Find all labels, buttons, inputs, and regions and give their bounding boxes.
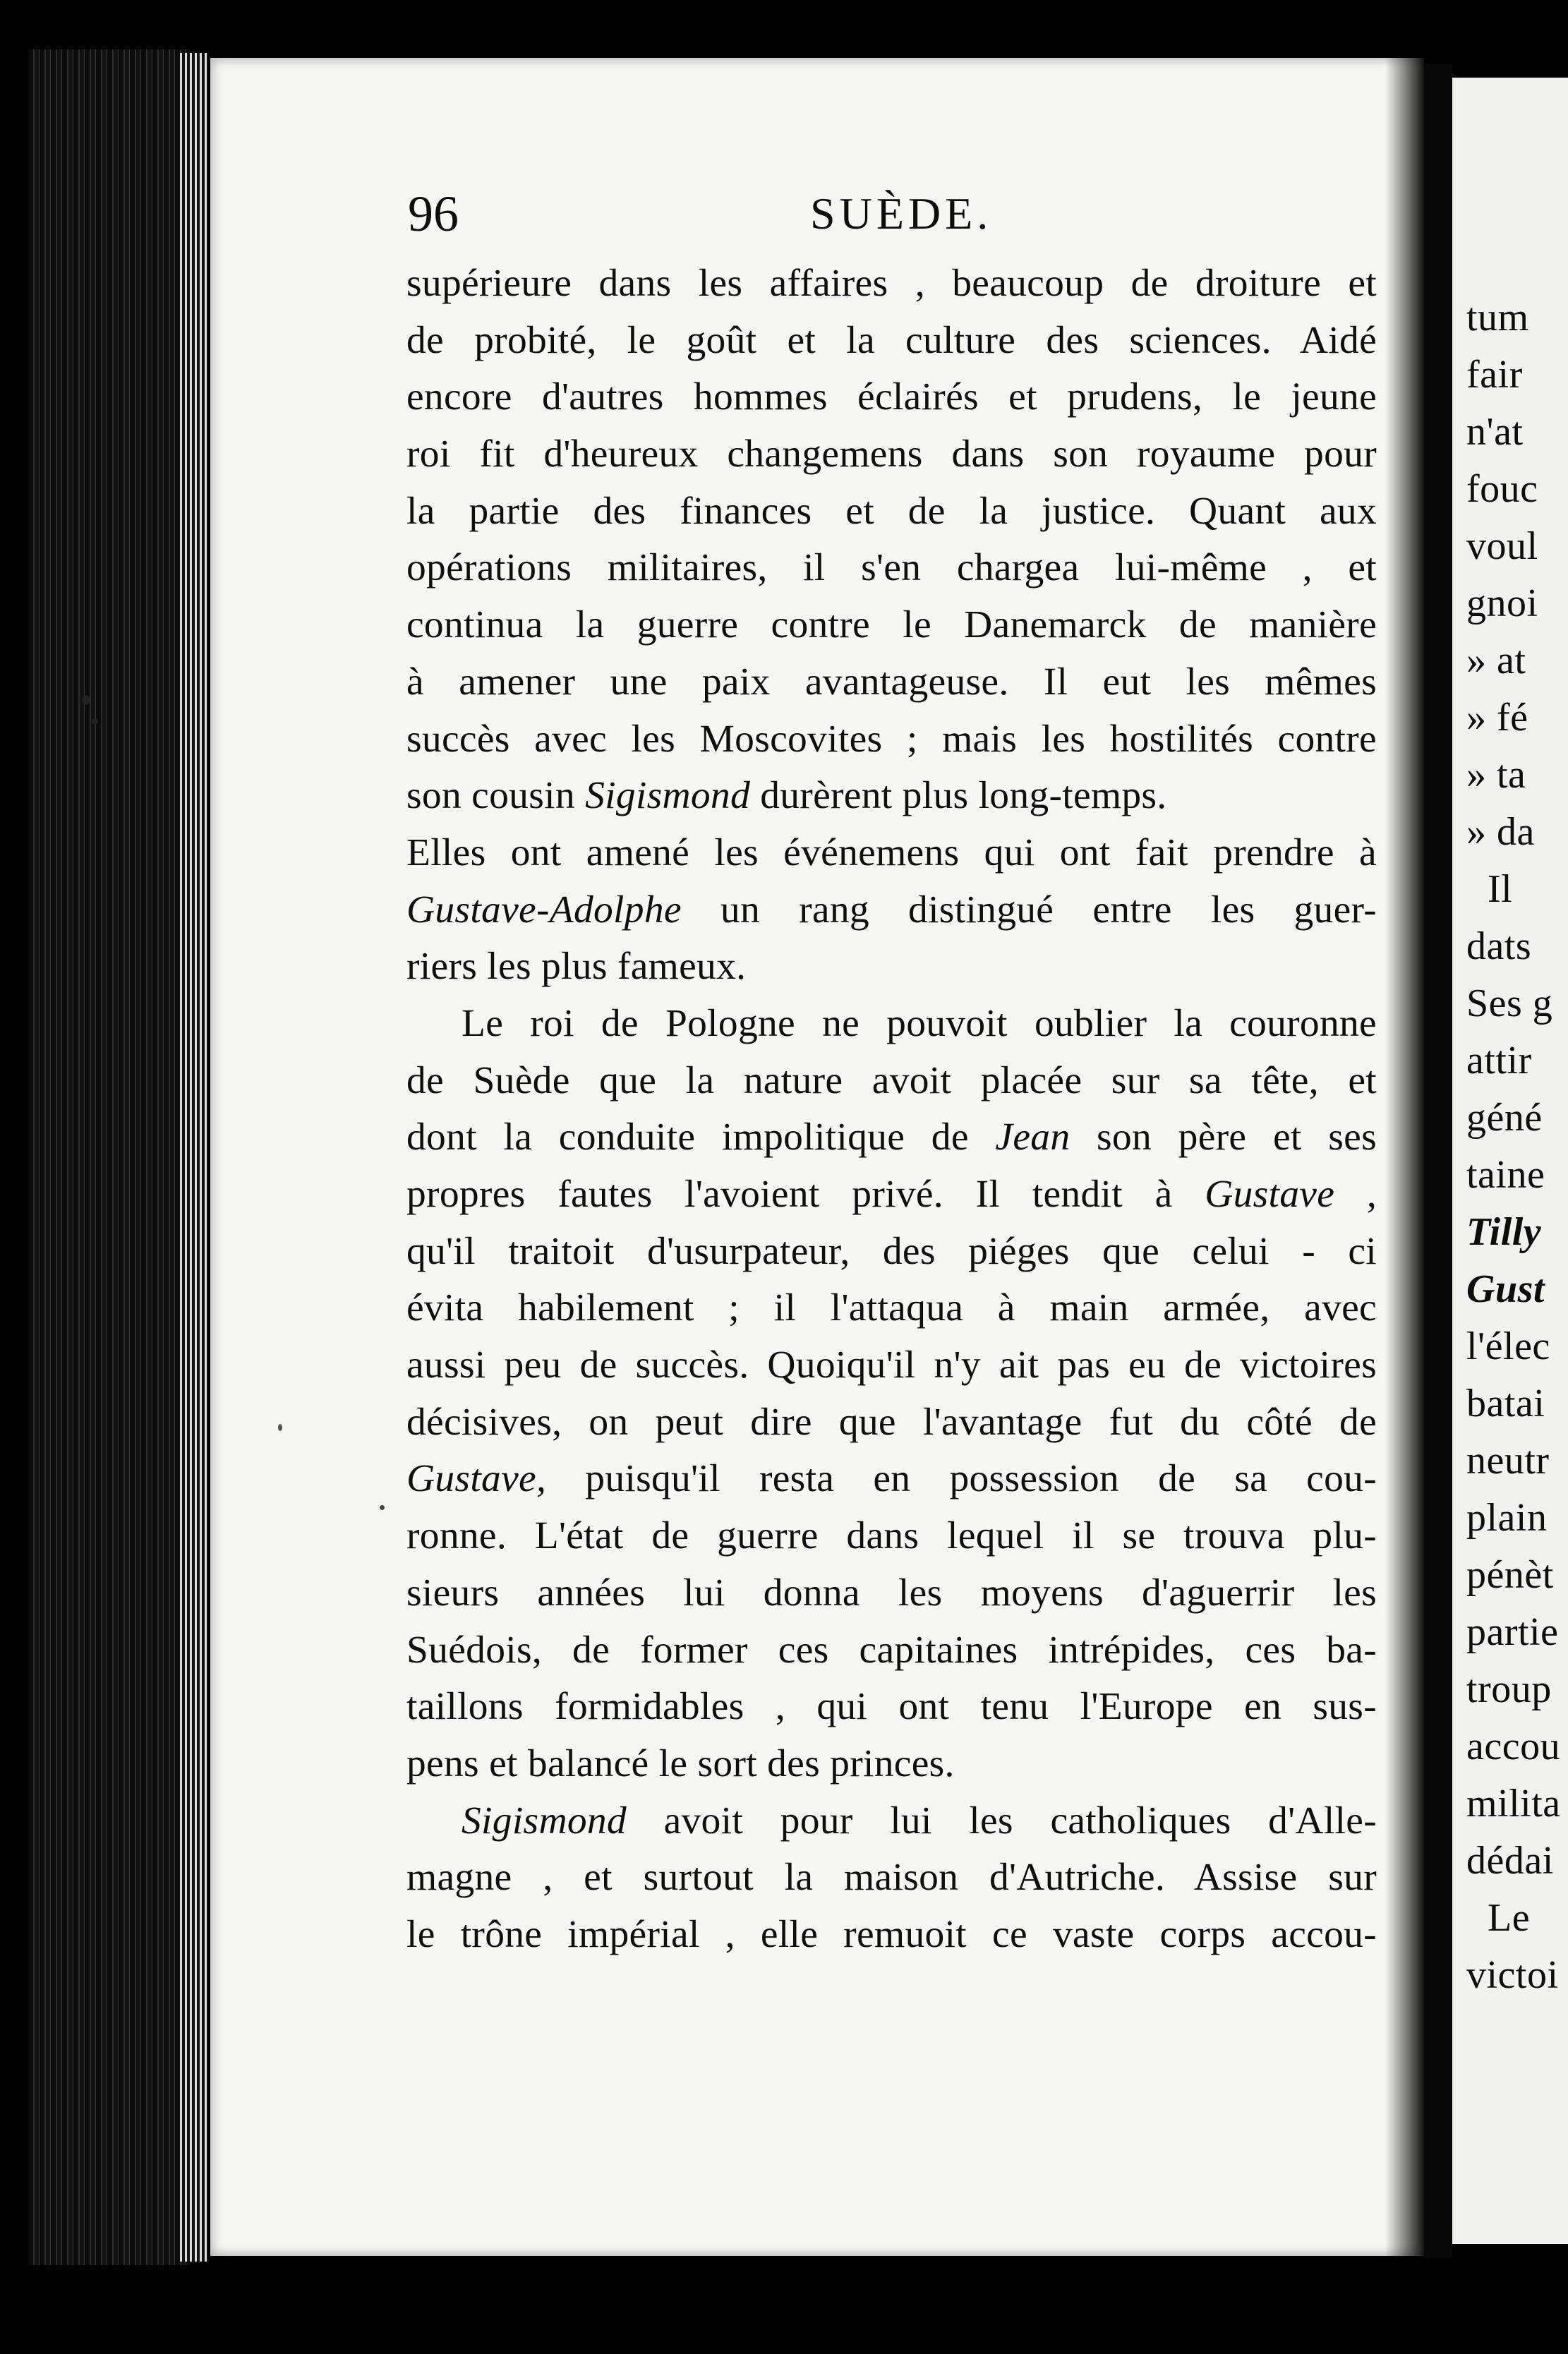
facing-page-line: tum (1466, 296, 1529, 339)
facing-page-line: » ta (1466, 753, 1526, 797)
running-title: SUÈDE. (810, 188, 993, 239)
body-line: taillons formidables , qui ont tenu l'Europe en sus- (406, 1685, 1377, 1729)
facing-page-line: géné (1466, 1096, 1543, 1140)
facing-page-line: milita (1466, 1782, 1561, 1825)
facing-page-line: Gust (1466, 1267, 1545, 1311)
page-edges-stack (180, 53, 208, 2262)
facing-page-line: plain (1466, 1496, 1548, 1540)
body-line: magne , et surtout la maison d'Autriche. Assise sur (406, 1856, 1377, 1900)
body-line: qu'il traitoit d'usurpateur, des piéges que celui - ci (406, 1229, 1377, 1273)
facing-page-line: l'élec (1466, 1324, 1550, 1368)
scan-speck (278, 1424, 282, 1431)
body-line: encore d'autres hommes éclairés et prudens, le jeune (406, 375, 1377, 419)
facing-page-line: partie (1466, 1610, 1559, 1654)
page-number: 96 (408, 186, 459, 242)
body-line: de Suède que la nature avoit placée sur sa tête, et (406, 1058, 1377, 1102)
body-line: Gustave-Adolphe un rang distingué entre les guer- (406, 888, 1377, 931)
body-line: évita habilement ; il l'attaqua à main armée, avec (406, 1286, 1377, 1330)
facing-page-line: attir (1466, 1039, 1532, 1082)
facing-page-line: Le (1488, 1896, 1531, 1940)
body-line: ronne. L'état de guerre dans lequel il se trouva plu- (406, 1514, 1377, 1558)
facing-page-line: dats (1466, 924, 1532, 968)
scan-speck (92, 718, 98, 725)
body-line: aussi peu de succès. Quoiqu'il n'y ait pas eu de victoires (406, 1344, 1377, 1387)
body-line: à amener une paix avantageuse. Il eut les mêmes (406, 660, 1377, 704)
body-line: Elles ont amené les événemens qui ont fait prendre à (406, 831, 1377, 874)
facing-page-line: victoi (1466, 1953, 1559, 1997)
scan-speck (380, 1505, 385, 1510)
facing-page-line: neutr (1466, 1439, 1550, 1483)
body-line: succès avec les Moscovites ; mais les hostilités contre (406, 717, 1377, 761)
body-line: pens et balancé le sort des princes. (406, 1742, 955, 1785)
facing-page-line: troup (1466, 1667, 1552, 1711)
body-line: sieurs années lui donna les moyens d'aguerrir les (406, 1571, 1377, 1614)
body-line: Le roi de Pologne ne pouvoit oublier la couronne (462, 1001, 1377, 1045)
facing-page-line: accou (1466, 1725, 1561, 1768)
facing-page (1452, 78, 1568, 2244)
facing-page-line: batai (1466, 1382, 1545, 1425)
body-line: décisives, on peut dire que l'avantage fut du côté de (406, 1400, 1377, 1444)
facing-page-line: Ses g (1466, 982, 1553, 1025)
facing-page-line: Tilly (1466, 1210, 1542, 1254)
body-line: opérations militaires, il s'en chargea lui-même , et (406, 546, 1377, 590)
body-line: riers les plus fameux. (406, 945, 747, 989)
book-gutter (1424, 64, 1452, 2258)
facing-page-line: n'at (1466, 410, 1524, 454)
facing-page-line: » fé (1466, 696, 1528, 740)
body-line: roi fit d'heureux changemens dans son royaume pour (406, 433, 1377, 476)
body-line: de probité, le goût et la culture des sciences. Aidé (406, 318, 1377, 362)
facing-page-line: gnoi (1466, 581, 1538, 625)
facing-page-line: dédai (1466, 1839, 1554, 1883)
running-header (408, 182, 1375, 246)
facing-page-line: voul (1466, 524, 1538, 568)
facing-page-line: » at (1466, 639, 1526, 682)
facing-page-line: pénèt (1466, 1553, 1554, 1597)
facing-page-text (1466, 289, 1568, 2004)
facing-page-line: fouc (1466, 467, 1538, 511)
facing-page-line: fair (1466, 353, 1523, 397)
body-line: le trône impérial , elle remuoit ce vaste corps accou- (406, 1912, 1377, 1956)
body-line: Gustave, puisqu'il resta en possession de sa cou- (406, 1457, 1377, 1501)
body-line: dont la conduite impolitique de Jean son père et ses (406, 1116, 1377, 1159)
body-line: continua la guerre contre le Danemarck de manière (406, 603, 1377, 647)
body-line: son cousin Sigismond durèrent plus long-temps. (406, 774, 1167, 818)
book-edge-left (28, 49, 191, 2265)
body-line: supérieure dans les affaires , beaucoup de droiture et (406, 262, 1377, 305)
body-line: Suédois, de former ces capitaines intrépides, ces ba- (406, 1628, 1377, 1672)
body-line: la partie des finances et de la justice. Quant aux (406, 489, 1377, 533)
facing-page-line: taine (1466, 1153, 1545, 1197)
facing-page-line: » da (1466, 810, 1535, 854)
scan-speck (82, 695, 90, 705)
body-text (406, 255, 1377, 1964)
body-line: Sigismond avoit pour lui les catholiques d'Alle- (462, 1799, 1377, 1842)
body-line: propres fautes l'avoient privé. Il tendit à Gustave , (406, 1173, 1377, 1216)
facing-page-line: Il (1488, 867, 1513, 911)
